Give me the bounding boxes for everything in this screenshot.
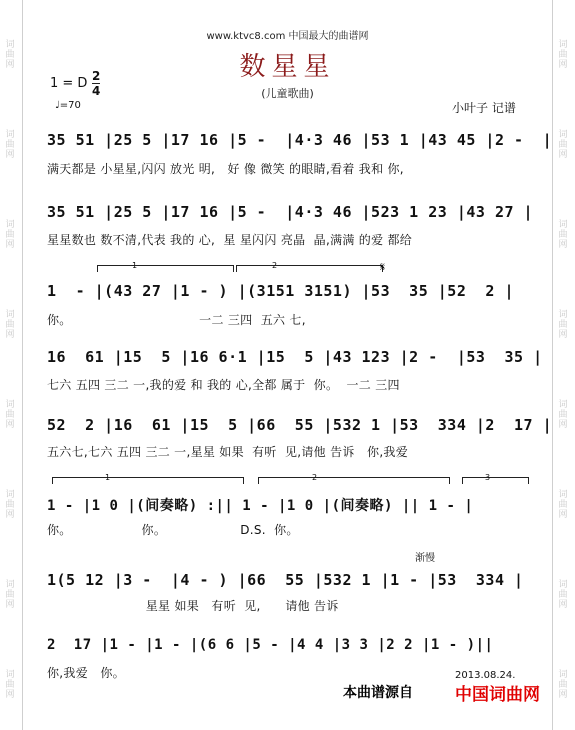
notation-line-8: 2 17 |1 - |1 - |(6 6 |5 - |4 4 |3 3 |2 2 |1 - )||	[47, 637, 494, 653]
volta-label-1b: 1	[105, 473, 111, 482]
transcription-date: 2013.08.24.	[455, 670, 516, 681]
source-site: 中国词曲网	[455, 685, 540, 705]
notation-line-6: 1 - |1 0 |(间奏略) :|| 1 - |1 0 |(间奏略) || 1 - |	[47, 498, 474, 514]
lyrics-line-3: 你。 一二 三四 五六 七,	[47, 313, 306, 327]
song-title: 数星星	[239, 52, 336, 82]
lyrics-line-7: 星星 如果 有听 见, 请他 告诉	[47, 599, 339, 613]
watermark-text: 词曲网	[558, 670, 568, 700]
watermark-text: 词曲网	[5, 580, 15, 610]
volta-bracket-3b	[462, 477, 529, 484]
transcriber-credit: 小叶子 记谱	[452, 101, 516, 115]
watermark-text: 词曲网	[5, 310, 15, 340]
lyrics-line-4: 七六 五四 三二 一,我的爱 和 我的 心,全都 属于 你。 一二 三四	[47, 378, 400, 392]
time-signature	[92, 70, 100, 97]
volta-label-2: 2	[272, 261, 278, 270]
watermark-text: 词曲网	[5, 40, 15, 70]
volta-label-2b: 2	[312, 473, 318, 482]
watermark-text: 词曲网	[5, 490, 15, 520]
time-top: 2	[92, 69, 101, 83]
volta-label-1: 1	[132, 261, 138, 270]
lyrics-line-1: 满天都是 小星星,闪闪 放光 明, 好 像 微笑 的眼睛,看着 我和 你,	[47, 162, 404, 176]
watermark-text: 词曲网	[5, 130, 15, 160]
tempo-marking: ♩=70	[55, 100, 81, 111]
right-watermark-strip	[552, 0, 575, 730]
notation-line-1: 35 51 |25 5 |17 16 |5 - |4·3 46 |53 1 |43 45 |2 - |	[47, 131, 553, 149]
watermark-text: 词曲网	[558, 130, 568, 160]
time-bottom: 4	[92, 84, 101, 98]
notation-line-2: 35 51 |25 5 |17 16 |5 - |4·3 46 |523 1 23 |43 27 |	[47, 203, 534, 221]
notation-line-7: 1(5 12 |3 - |4 - ) |66 55 |532 1 |1 - |53 334 |	[47, 571, 524, 589]
site-banner: www.ktvc8.com 中国最大的曲谱网	[206, 31, 369, 42]
volta-bracket-1b	[52, 477, 244, 484]
watermark-text: 词曲网	[5, 670, 15, 700]
lyrics-line-6: 你。 你。 D.S. 你。	[47, 523, 299, 537]
volta-bracket-1	[97, 265, 234, 272]
lyrics-line-5: 五六七,七六 五四 三二 一,星星 如果 有听 见,请他 告诉 你,我爱	[47, 445, 409, 459]
watermark-text: 词曲网	[5, 220, 15, 250]
volta-label-3b: 3	[485, 473, 491, 482]
segno-sign: 𝄋	[380, 260, 386, 274]
watermark-text: 词曲网	[558, 40, 568, 70]
volta-bracket-2b	[258, 477, 450, 484]
watermark-text: 词曲网	[5, 400, 15, 430]
song-subtitle: (儿童歌曲)	[261, 87, 314, 100]
watermark-text: 词曲网	[558, 310, 568, 340]
notation-line-5: 52 2 |16 61 |15 5 |66 55 |532 1 |53 334 |2 17 |	[47, 416, 553, 434]
key-signature: 1 = D	[50, 76, 88, 91]
source-label: 本曲谱源自	[343, 685, 413, 701]
lyrics-line-2: 星星数也 数不清,代表 我的 心, 星 星闪闪 亮晶 晶,满满 的爱 都给	[47, 233, 413, 247]
lyrics-line-8: 你,我爱 你。	[47, 666, 125, 680]
watermark-text: 词曲网	[558, 490, 568, 520]
watermark-text: 词曲网	[558, 580, 568, 610]
left-watermark-strip	[0, 0, 23, 730]
watermark-text: 词曲网	[558, 220, 568, 250]
notation-line-4: 16 61 |15 5 |16 6·1 |15 5 |43 123 |2 - |53 35 |	[47, 348, 543, 366]
tempo-annotation: 渐慢	[415, 553, 435, 564]
watermark-text: 词曲网	[558, 400, 568, 430]
volta-bracket-2	[236, 265, 383, 272]
notation-line-3: 1 - |(43 27 |1 - ) |(3151 3151) |53 35 |52 2 |	[47, 282, 515, 300]
